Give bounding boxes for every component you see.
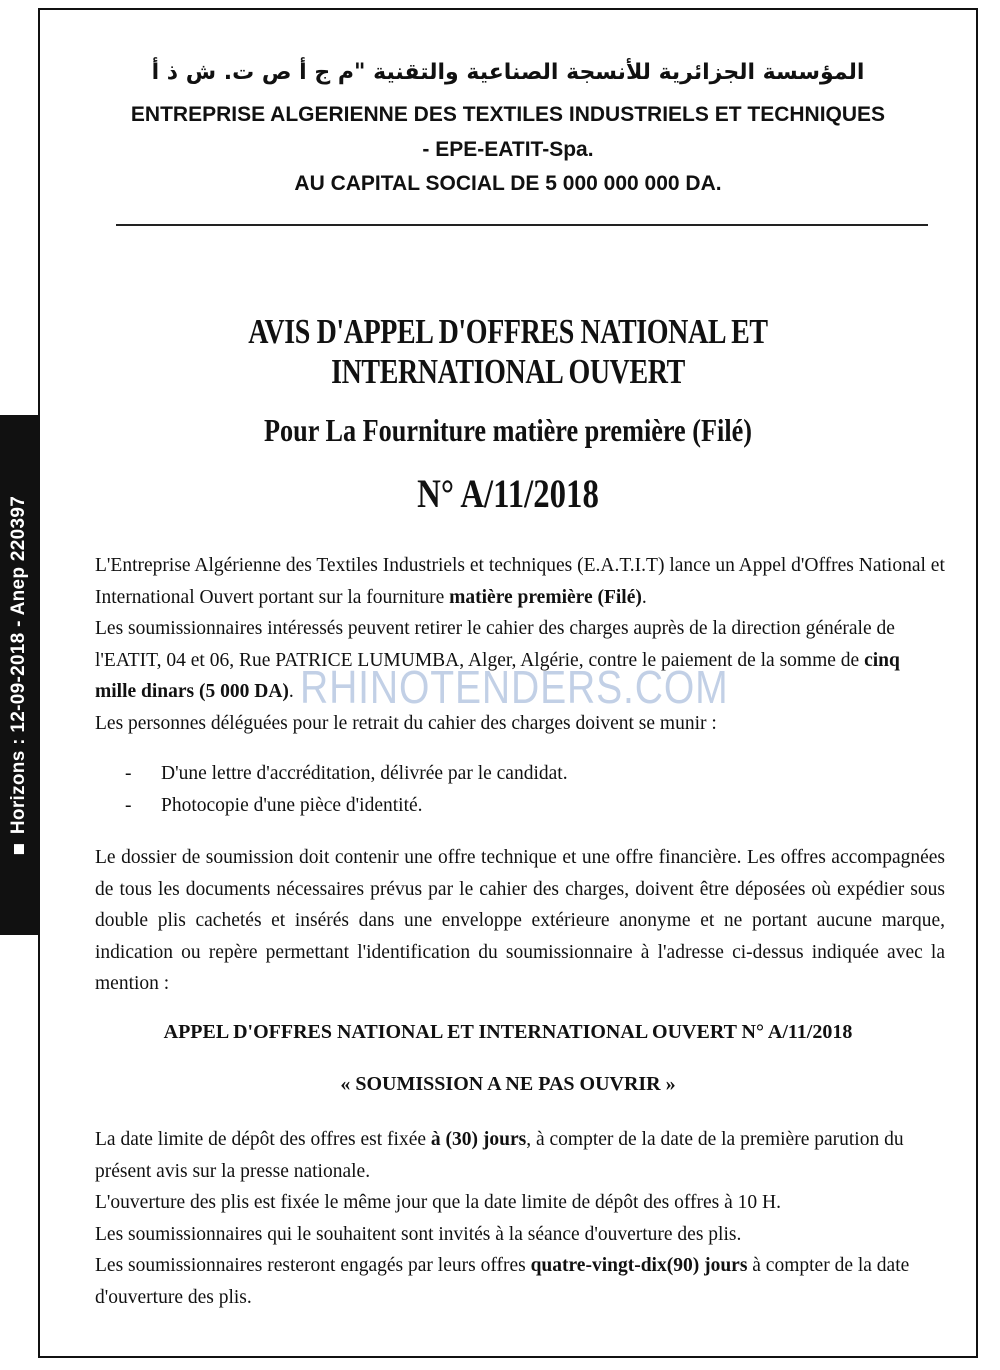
square-bullet-icon <box>14 844 24 854</box>
invitation-text: Les soumissionnaires qui le souhaitent sont invités à la séance d'ouverture des plis. <box>95 1223 742 1245</box>
deadline-text-end: , à compter de la date de la première parution du présent avis sur la presse nationale. <box>95 1129 904 1182</box>
list-item: - D'une lettre d'accréditation, délivrée par le candidat. <box>125 763 568 784</box>
fee-amount: cinq mille dinars (5 000 DA) <box>95 649 900 702</box>
company-name: ENTREPRISE ALGERIENNE DES TEXTILES INDUSTRIELS ET TECHNIQUES <box>130 103 886 126</box>
intro-text: L'Entreprise Algérienne des Textiles Industriels et techniques (E.A.T.I.T) lance un Appel d'Offres National et International Ouvert portant sur la fourniture <box>95 555 945 608</box>
validity-text-end: à compter de la date d'ouverture des plis. <box>95 1255 910 1308</box>
publication-label: Horizons : 12-09-2018 - Anep 220397 <box>8 495 29 835</box>
opening-text: L'ouverture des plis est fixée le même jour que la date limite de dépôt des offres à 10 H. <box>95 1192 781 1213</box>
arabic-company-name: المؤسسة الجزائرية للأنسجة الصناعية والتقنية "م ج أ ص ت. ش ذ أ <box>151 60 865 85</box>
closing-paragraph <box>95 1124 945 1313</box>
list-item-text: D'une lettre d'accréditation, délivrée par le candidat. <box>161 763 568 784</box>
watermark: RHINOTENDERS.COM <box>300 661 729 713</box>
retrieval-text: Les soumissionnaires intéressés peuvent retirer le cahier des charges auprès de la direction générale de l'EATIT, 04 et 06, Rue PATRICE LUMUMBA, Alger, Algérie, contre le paiement de la somme de <box>95 618 895 671</box>
notice-number: N° A/11/2018 <box>417 471 599 516</box>
header-divider <box>116 224 928 226</box>
delegate-requirements: Les personnes déléguées pour le retrait du cahier des charges doivent se munir : <box>95 712 717 734</box>
dossier-paragraph: Le dossier de soumission doit contenir une offre technique et une offre financière. Les offres accompagnées de tous les documents nécessaires prévus par le cahier des charges, doivent être déposées où expédier sous double plis cachetés et insérés dans une enveloppe extérieure anonyme et ne portant aucune marque, indication ou repère permettant l'identification du soumissionnaire à l'adresse ci-dessus indiquée avec la mention : <box>95 847 945 994</box>
deadline-days: à (30) jours <box>430 1129 527 1150</box>
validity-text: Les soumissionnaires resteront engagés par leurs offres <box>95 1255 531 1276</box>
company-capital: AU CAPITAL SOCIAL DE 5 000 000 000 DA. <box>294 172 722 195</box>
deadline-text: La date limite de dépôt des offres est fixée <box>95 1129 431 1150</box>
validity-days: quatre-vingt-dix(90) jours <box>530 1255 748 1276</box>
publication-info <box>8 496 30 854</box>
intro-text-end: . <box>641 586 647 608</box>
do-not-open-mention: « SOUMISSION A NE PAS OUVRIR » <box>340 1073 676 1095</box>
list-item: - Photocopie d'une pièce d'identité. <box>125 794 423 816</box>
list-item-text: Photocopie d'une pièce d'identité. <box>161 794 423 816</box>
notice-title: AVIS D'APPEL D'OFFRES NATIONAL ET INTERNATIONAL OUVERT <box>248 312 768 391</box>
retrieval-text-end: . <box>288 681 294 702</box>
supply-item: matière première (Filé) <box>449 586 642 608</box>
mention-line: APPEL D'OFFRES NATIONAL ET INTERNATIONAL OUVERT N° A/11/2018 <box>163 1021 853 1043</box>
notice-subtitle: Pour La Fourniture matière première (Filé) <box>263 412 752 448</box>
company-code: - EPE-EATIT-Spa. <box>422 138 594 161</box>
requirements-list <box>125 758 568 821</box>
